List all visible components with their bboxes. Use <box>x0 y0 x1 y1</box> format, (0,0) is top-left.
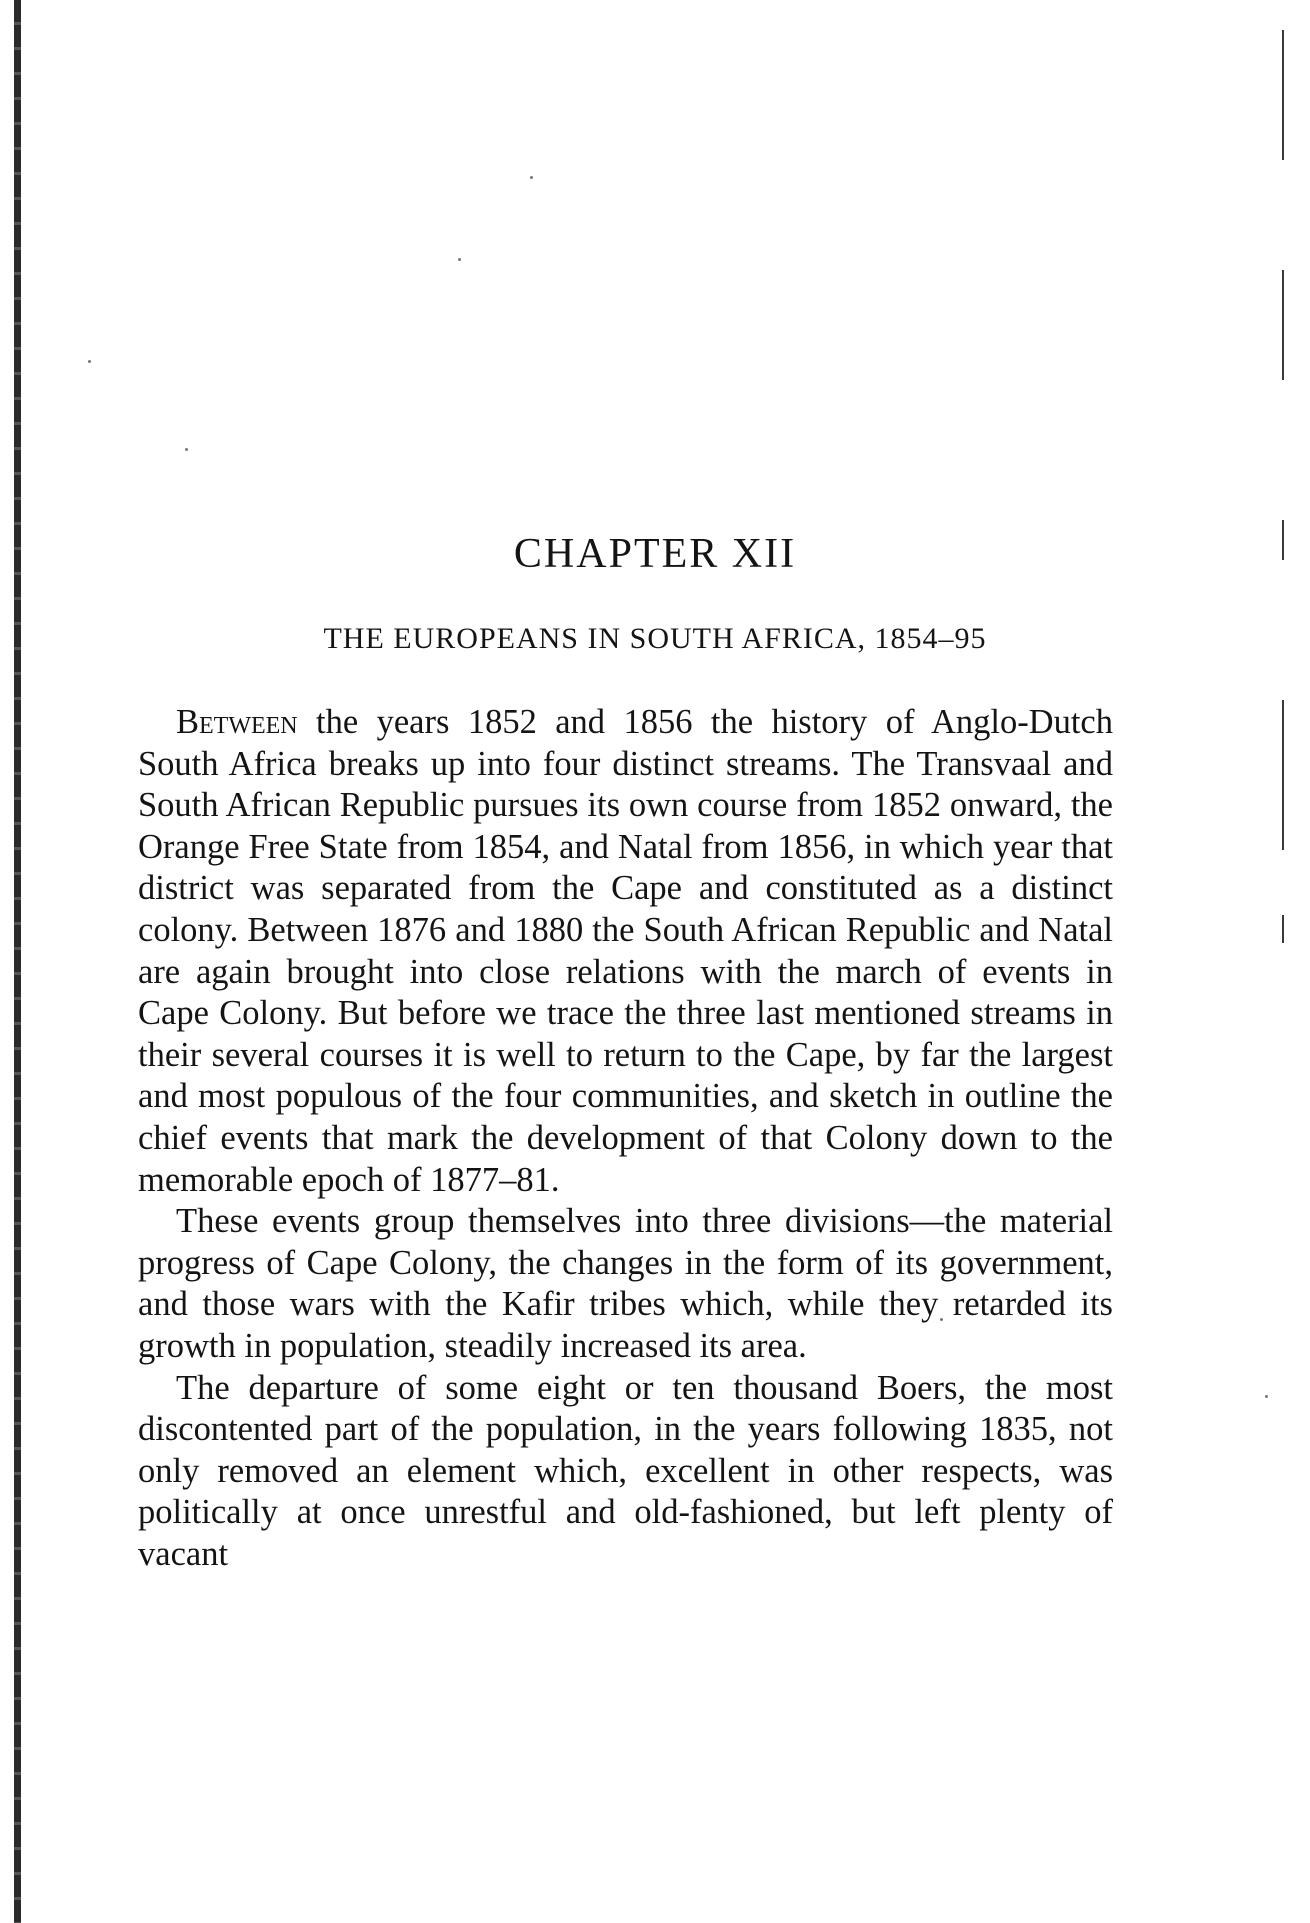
paragraph-text: These events group themselves into three divisions—the material progress of Cape Colony, the changes in the form of its government, and those wars with the Kafir tribes which, while they retarded its growth in population, steadily increased its area. <box>138 1202 1113 1365</box>
scan-edge-mark <box>1282 270 1284 380</box>
scan-speck <box>88 360 91 363</box>
chapter-subtitle: THE EUROPEANS IN SOUTH AFRICA, 1854–95 <box>323 622 987 655</box>
scan-speck <box>1265 1395 1268 1398</box>
chapter-body <box>138 702 1113 1575</box>
scan-speck <box>185 448 188 451</box>
page-binding-edge <box>14 0 21 1923</box>
scan-edge-mark <box>1282 915 1284 943</box>
paragraph-text: the years 1852 and 1856 the history of Anglo-Dutch South Africa breaks up into four distinct streams. The Transvaal and South African Republic pursues its own course from 1852 onward, the Orange Free State from 1854, and Natal from 1856, in which year that district was separated from the Cape and constituted as a distinct colony. Between 1876 and 1880 the South African Republic and Natal are again brought into close relations with the march of events in Cape Colony. But before we trace the three last mentioned streams in their several courses it is well to return to the Cape, by far the largest and most populous of the four communities, and sketch in outline the chief events that mark the development of that Colony down to the memorable epoch of 1877–81. <box>138 703 1113 1199</box>
paragraph-lead-word: Between <box>176 703 298 741</box>
paragraph-2 <box>138 1201 1113 1367</box>
scan-speck <box>458 258 461 261</box>
paragraph-text: The departure of some eight or ten thousand Boers, the most discontented part of the population, in the years following 1835, not only removed an element which, excellent in other respects, was politically at once unrestful and old-fashioned, but left plenty of vacant <box>138 1368 1113 1573</box>
scan-edge-mark <box>1282 700 1284 850</box>
chapter-title: CHAPTER XII <box>513 531 797 577</box>
paragraph-3 <box>138 1368 1113 1576</box>
scan-speck <box>530 176 533 179</box>
paragraph-1 <box>138 702 1113 1201</box>
scan-edge-mark <box>1282 30 1284 160</box>
